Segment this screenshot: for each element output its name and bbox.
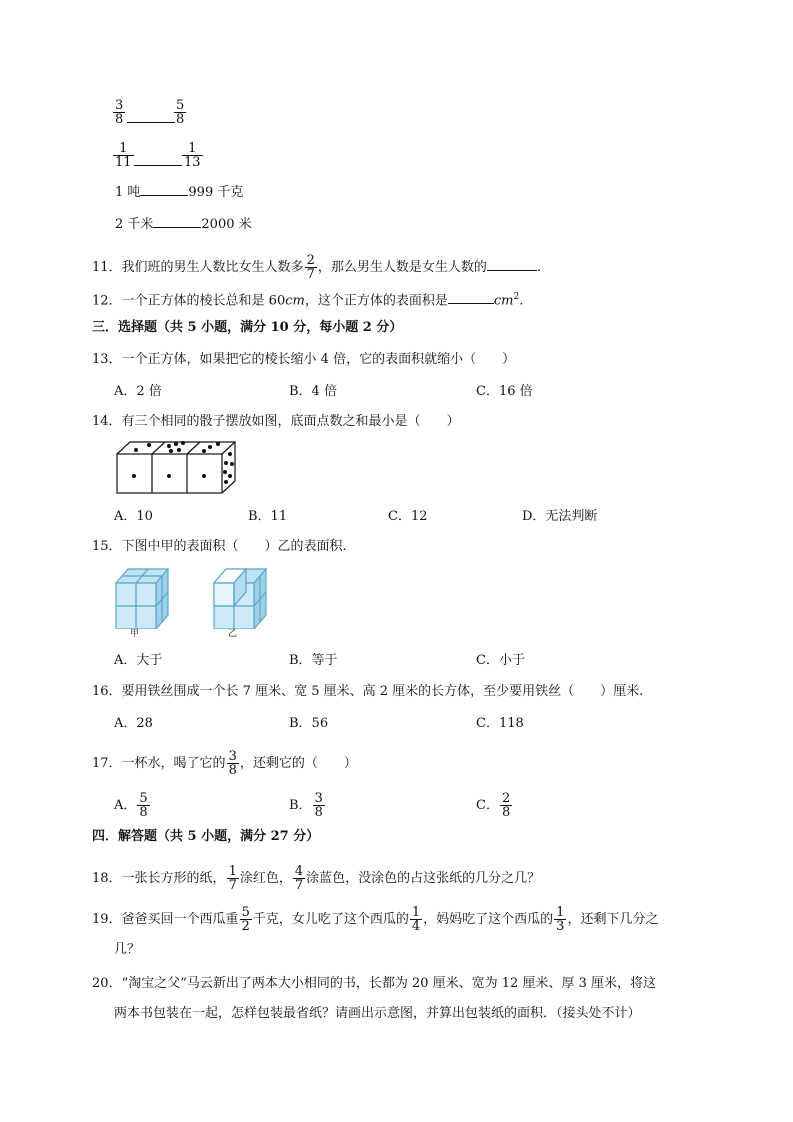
option-a[interactable]: A．28 — [114, 716, 153, 731]
answer-blank[interactable] — [153, 227, 201, 228]
figure-label: 甲 — [130, 629, 140, 639]
question-15: 15．下图中甲的表面积（ ）乙的表面积. — [92, 539, 347, 554]
fraction: $\frac{1}{4}$ — [411, 905, 421, 934]
option-a[interactable]: A．大于 — [114, 653, 163, 668]
question-17: 17．一杯水，喝了它的 $\frac{3}{8}$ ，还剩它的（ ） — [92, 749, 357, 778]
option-a[interactable]: A．2 倍 — [114, 384, 162, 399]
option-d[interactable]: D．无法判断 — [522, 509, 598, 524]
fraction: $\frac{3}{8}$ — [228, 749, 237, 778]
option-a[interactable]: A． $\frac{5}{8}$ — [114, 791, 148, 820]
question-20: 20．“淘宝之父”马云新出了两本大小相同的书，长都为 20 厘米、宽为 12 厘米、厚 3 厘米，将这 — [92, 976, 656, 991]
fraction: $\frac{5}{8}$ — [139, 791, 148, 820]
section-heading: 四．解答题（共 5 小题，满分 27 分） — [92, 829, 320, 844]
fraction: $\frac{1}{3}$ — [556, 905, 565, 934]
option-c[interactable]: C．小于 — [476, 653, 525, 668]
option-b[interactable]: B．11 — [248, 509, 288, 524]
question-16: 16．要用铁丝围成一个长 7 厘米、宽 5 厘米、高 2 厘米的长方体，至少要用铁丝（ ）厘米. — [92, 684, 644, 699]
option-a[interactable]: A．10 — [114, 509, 153, 524]
answer-blank[interactable] — [487, 270, 537, 271]
question-14: 14．有三个相同的骰子摆放如图，底面点数之和最小是（ ） — [92, 414, 460, 429]
option-c[interactable]: C．118 — [476, 716, 524, 731]
question-19: 19．爸爸买回一个西瓜重 $\frac{5}{2}$ 千克，女儿吃了这个西瓜的 $\frac{1}{4}$ ，妈妈吃了这个西瓜的 $\frac{1}{3}$ ，还剩下几分之 — [92, 905, 659, 934]
fraction: $\frac{1}{7}$ — [228, 864, 237, 893]
fraction: $\frac{5}{2}$ — [241, 905, 250, 934]
cube-figure-b — [210, 565, 274, 629]
fraction: $\frac{3}{8}$ — [314, 791, 323, 820]
option-b[interactable]: B．等于 — [289, 653, 338, 668]
fraction: $\frac{2}{8}$ — [501, 791, 511, 820]
option-b[interactable]: B．56 — [289, 716, 329, 731]
fraction-left: $\frac{3}{8}$ — [115, 98, 124, 127]
question-18: 18．一张长方形的纸， $\frac{1}{7}$ 涂红色， $\frac{4}{7}$ 涂蓝色，没涂色的占这张纸的几分之几？ — [92, 864, 541, 893]
option-b[interactable]: B．4 倍 — [289, 384, 337, 399]
question-12: 12．一个正方体的棱长总和是 60cm，这个正方体的表面积是 $cm^2$. — [92, 292, 524, 309]
fraction-right: $\frac{5}{8}$ — [176, 98, 185, 127]
question-11: 11．我们班的男生人数比女生人数多 $\frac{2}{7}$ ，那么男生人数是女生人数的 . — [92, 253, 541, 282]
section-heading: 三．选择题（共 5 小题，满分 10 分，每小题 2 分） — [92, 320, 403, 335]
fraction: $\frac{4}{7}$ — [294, 864, 304, 893]
compare-blank[interactable] — [127, 122, 175, 123]
answer-blank[interactable] — [140, 195, 188, 196]
question-20-continued: 两本书包装在一起，怎样包装最省纸？请画出示意图，并算出包装纸的面积．（接头处不计） — [114, 1006, 641, 1021]
option-c[interactable]: C．12 — [388, 509, 428, 524]
question-13: 13．一个正方体，如果把它的棱长缩小 4 倍，它的表面积就缩小（ ） — [92, 352, 516, 367]
fraction-left: $\frac{1}{11}$ — [115, 141, 132, 170]
dice-figure — [114, 440, 244, 496]
cube-figure-a — [112, 565, 176, 629]
option-c[interactable]: C．16 倍 — [476, 384, 533, 399]
option-c[interactable]: C． $\frac{2}{8}$ — [476, 791, 511, 820]
fraction-right: $\frac{1}{13}$ — [184, 141, 201, 170]
question-19-continued: 几？ — [114, 942, 141, 957]
fraction: $\frac{2}{7}$ — [306, 253, 315, 282]
compare-row-4: 2 千米 2000 米 — [115, 217, 252, 232]
compare-blank[interactable] — [134, 165, 182, 166]
option-b[interactable]: B． $\frac{3}{8}$ — [289, 791, 323, 820]
figure-label: 乙 — [228, 629, 238, 639]
answer-blank[interactable] — [448, 303, 494, 304]
compare-row-3: 1 吨 999 千克 — [115, 185, 244, 200]
